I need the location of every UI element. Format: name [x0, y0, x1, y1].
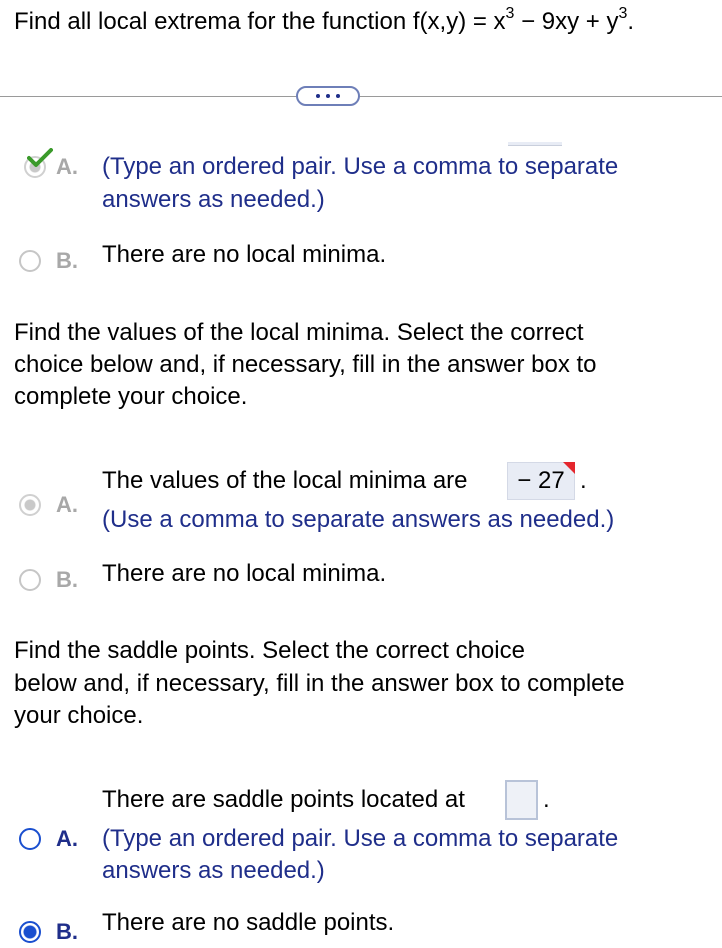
part2-option-a-hint: (Use a comma to separate answers as needed.) [102, 506, 615, 533]
question-text [14, 6, 634, 38]
local-minima-answer: − 27 [517, 467, 565, 494]
part2-prompt-line1: Find the values of the local minima. Select the correct [14, 319, 584, 346]
part1-option-a-hint-line2: answers as needed.) [102, 186, 325, 213]
part3-option-a-radio[interactable] [19, 828, 41, 850]
part1-option-a-hint-line1: (Type an ordered pair. Use a comma to separate [102, 153, 619, 180]
part2-option-b-radio[interactable] [19, 569, 41, 591]
part3-option-a-hint-line2: answers as needed.) [102, 857, 325, 884]
divider [0, 96, 722, 97]
question-suffix: . [627, 8, 635, 35]
part1-option-b-letter: B. [56, 248, 78, 273]
part3-option-b-letter: B. [56, 919, 78, 944]
question-mid: − 9xy + y [514, 8, 619, 35]
question-prefix: Find all local extrema for the function f(x,y) = x [14, 8, 506, 35]
part2-option-a-letter: A. [56, 492, 78, 517]
part2-option-a-radio[interactable] [19, 494, 41, 516]
part3-option-a-text: There are saddle points located at [102, 786, 465, 813]
incorrect-flag-icon [563, 462, 575, 474]
part3-option-a-hint-line1: (Type an ordered pair. Use a comma to separate [102, 825, 619, 852]
part3-option-b-radio[interactable] [19, 921, 41, 943]
saddle-points-answer-box[interactable] [505, 780, 538, 820]
part3-prompt-line3: your choice. [14, 702, 144, 729]
expand-more-button[interactable] [296, 86, 360, 106]
part3-prompt-line1: Find the saddle points. Select the correct choice [14, 637, 525, 664]
part2-option-a-text: The values of the local minima are [102, 467, 468, 494]
part2-prompt-line2: choice below and, if necessary, fill in the answer box to [14, 351, 597, 378]
correct-check-icon [27, 148, 53, 168]
part3-option-a-period: . [543, 786, 550, 813]
part2-option-b-text: There are no local minima. [102, 560, 387, 587]
exponent-2: 3 [618, 5, 628, 22]
part3-option-a-letter: A. [56, 826, 78, 851]
part3-prompt-line2: below and, if necessary, fill in the answer box to complete [14, 670, 625, 697]
part3-option-b-text: There are no saddle points. [102, 909, 395, 936]
part1-option-b-radio[interactable] [19, 250, 41, 272]
cutoff-answer-box-edge [508, 142, 562, 146]
part1-option-a-letter: A. [56, 154, 78, 179]
part2-option-a-period: . [580, 467, 587, 494]
part2-option-b-letter: B. [56, 567, 78, 592]
local-minima-answer-box[interactable] [507, 462, 575, 500]
part1-option-b-text: There are no local minima. [102, 241, 387, 268]
exponent-1: 3 [505, 5, 515, 22]
part2-prompt-line3: complete your choice. [14, 383, 248, 410]
